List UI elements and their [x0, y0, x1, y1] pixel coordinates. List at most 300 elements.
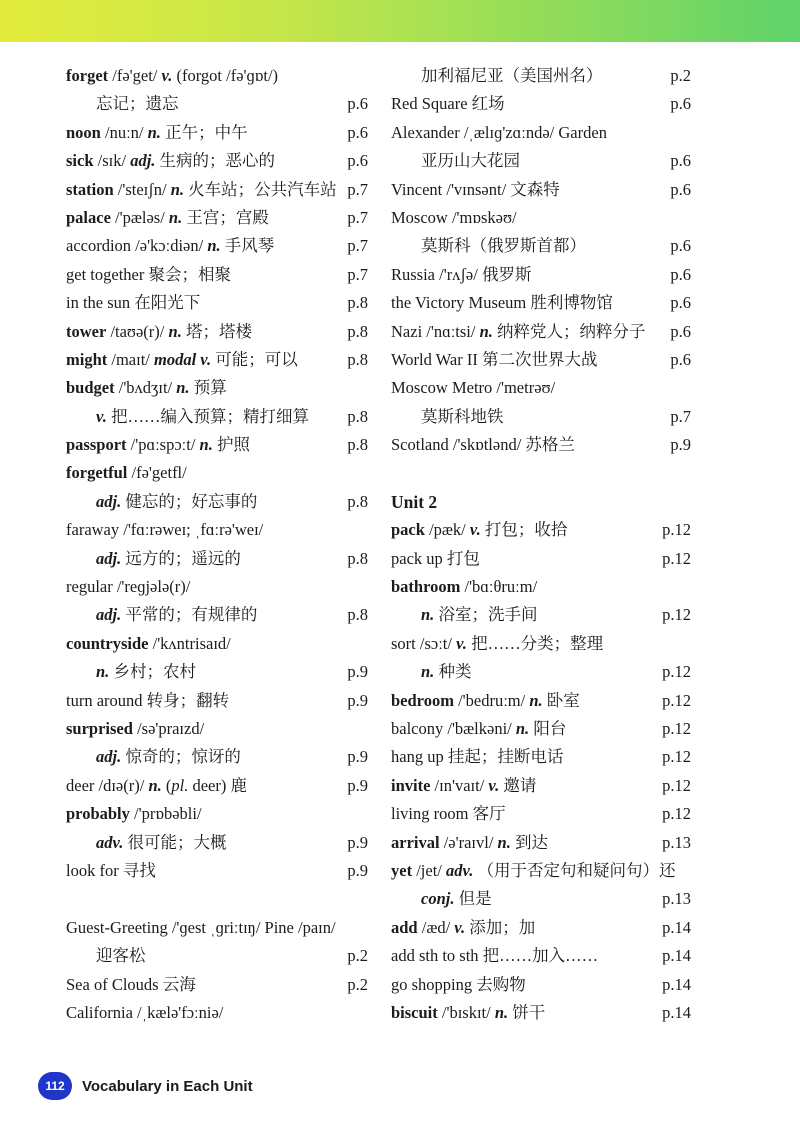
entry-text [391, 829, 548, 857]
vocab-entry [66, 176, 368, 204]
entry-text [66, 687, 229, 715]
vocab-entry [66, 204, 368, 232]
vocab-entry [391, 119, 691, 147]
vocab-entry [66, 119, 368, 147]
part-of-speech: n. [515, 718, 530, 738]
part-of-speech: v. [488, 775, 500, 795]
entry-segment: go shopping 去购物 [391, 974, 526, 994]
entry-text [391, 857, 675, 885]
entry-text [391, 516, 567, 544]
part-of-speech: n. [207, 236, 221, 256]
entry-segment: living room 客厅 [391, 804, 506, 824]
entry-segment: /'bedruːm/ [453, 690, 530, 710]
page-reference: p.8 [347, 491, 368, 511]
entry-text [391, 147, 520, 175]
entry-segment: /'bɑːθruːm/ [460, 577, 538, 597]
unit-heading [391, 488, 691, 516]
vocab-entry [391, 857, 691, 885]
entry-text [66, 573, 190, 601]
vocab-entry [66, 516, 368, 544]
entry-text [391, 119, 607, 147]
entry-segment: balcony /'bælkəni/ [391, 718, 516, 738]
headword: yet [391, 860, 413, 880]
vocab-entry [66, 431, 368, 459]
headword: probably [66, 804, 130, 824]
vocab-entry [66, 772, 368, 800]
page-reference: p.7 [347, 179, 368, 199]
page-reference: p.8 [347, 435, 368, 455]
entry-text [66, 942, 146, 970]
part-of-speech: n. [170, 179, 185, 199]
entry-segment: 浴室；洗手间 [434, 605, 538, 625]
vocab-entry [391, 829, 691, 857]
headword: forget [66, 66, 109, 85]
vocab-entry [66, 318, 368, 346]
entry-segment: the Victory Museum 胜利博物馆 [391, 293, 613, 313]
entry-text [391, 176, 560, 204]
vocab-entry [66, 374, 368, 402]
entry-segment: 卧室 [542, 690, 580, 710]
entry-segment: 忘记；遗忘 [96, 94, 179, 114]
part-of-speech: modal v. [154, 349, 212, 369]
page-number-badge: 112 [38, 1072, 72, 1100]
entry-segment: 护照 [212, 435, 250, 455]
part-of-speech: adv. [96, 832, 124, 852]
headword: budget [66, 378, 115, 398]
entry-segment: pack up 打包 [391, 548, 480, 568]
entry-text [391, 971, 526, 999]
vocab-entry [66, 999, 368, 1027]
entry-text [391, 90, 505, 118]
page-reference: p.8 [347, 349, 368, 369]
entry-segment: Vincent /'vɪnsənt/ 文森特 [391, 179, 560, 199]
entry-text [66, 176, 337, 204]
entry-segment: Scotland /'skɒtlənd/ 苏格兰 [391, 435, 575, 455]
entry-text [66, 971, 196, 999]
vocab-entry [391, 687, 691, 715]
vocab-entry [66, 289, 368, 317]
page-reference: p.8 [347, 321, 368, 341]
entry-segment: in the sun 在阳光下 [66, 293, 201, 313]
entry-segment: 把……编入预算；精打细算 [106, 406, 309, 426]
page-reference: p.12 [662, 662, 691, 682]
vocab-entry [391, 176, 691, 204]
vocab-entry [66, 573, 368, 601]
part-of-speech: n. [494, 1002, 509, 1022]
vocab-entry [391, 431, 691, 459]
vocab-entry [66, 545, 368, 573]
vocab-entry [391, 204, 691, 232]
entry-segment: Moscow Metro /'metrəʊ/ [391, 378, 556, 398]
entry-text [391, 318, 646, 346]
part-of-speech: n. [168, 207, 183, 227]
vocab-entry [66, 346, 368, 374]
entry-text [391, 545, 480, 573]
vocab-entry [66, 62, 368, 90]
entry-text [66, 800, 202, 828]
entry-segment: 饼干 [508, 1002, 546, 1022]
vocab-entry [66, 687, 368, 715]
entry-segment: ( [161, 775, 172, 795]
entry-text [391, 261, 531, 289]
entry-segment: 健忘的；好忘事的 [121, 491, 258, 511]
vocab-entry [391, 885, 691, 913]
entry-segment: add sth to sth 把……加入…… [391, 946, 599, 966]
page-reference: p.9 [347, 832, 368, 852]
part-of-speech: v. [161, 66, 173, 85]
entry-segment: 王宫；宫殿 [182, 207, 269, 227]
vocab-entry [391, 743, 691, 771]
entry-text [391, 743, 563, 771]
page-reference: p.6 [670, 236, 691, 256]
headword: tower [66, 321, 107, 341]
headword: sick [66, 151, 94, 171]
page-reference: p.7 [347, 207, 368, 227]
part-of-speech: conj. [421, 889, 455, 909]
vocab-entry [391, 374, 691, 402]
page-reference: p.12 [662, 718, 691, 738]
headword: surprised [66, 718, 133, 738]
vocab-entry [66, 147, 368, 175]
part-of-speech: n. [176, 378, 190, 398]
part-of-speech: adj. [96, 548, 122, 568]
entry-text [391, 772, 536, 800]
vocab-entry [391, 573, 691, 601]
page-reference: p.14 [662, 946, 691, 966]
entry-segment: 塔；塔楼 [181, 321, 252, 341]
vocab-entry [66, 971, 368, 999]
page-reference: p.13 [662, 832, 691, 852]
headword: might [66, 349, 108, 369]
vocab-entry [66, 403, 368, 431]
entry-segment: /'bɪskɪt/ [437, 1002, 495, 1022]
page-reference: p.14 [662, 1002, 691, 1022]
entry-text [391, 800, 506, 828]
page-reference: p.7 [670, 406, 691, 426]
entry-segment: /sɪk/ [93, 151, 131, 171]
entry-text [66, 204, 269, 232]
vocab-entry [391, 971, 691, 999]
part-of-speech: n. [148, 775, 162, 795]
entry-segment: /'kʌntrisaɪd/ [148, 633, 231, 653]
entry-segment: /nuːn/ [100, 122, 148, 142]
entry-segment: deer) 鹿 [188, 775, 247, 795]
vocab-entry [391, 289, 691, 317]
entry-segment: (forgot /fə'ɡɒt/) [172, 66, 279, 85]
page-reference: p.8 [347, 406, 368, 426]
headword: invite [391, 775, 431, 795]
page-reference: p.9 [347, 860, 368, 880]
entry-segment: /'prɒbəbli/ [129, 804, 202, 824]
page-reference: p.8 [347, 293, 368, 313]
entry-text [391, 687, 580, 715]
entry-text [66, 857, 156, 885]
part-of-speech: n. [497, 832, 511, 852]
entry-segment: World War II 第二次世界大战 [391, 349, 598, 369]
part-of-speech: v. [454, 917, 466, 937]
entry-text [391, 914, 535, 942]
entry-segment: 邀请 [499, 775, 537, 795]
page-reference: p.9 [347, 690, 368, 710]
entry-text [66, 516, 263, 544]
entry-text [66, 715, 204, 743]
entry-segment: /ɪn'vaɪt/ [430, 775, 489, 795]
headword: biscuit [391, 1002, 438, 1022]
entry-text [66, 318, 252, 346]
entry-segment: 乡村；农村 [109, 662, 196, 682]
entry-text [66, 289, 200, 317]
entry-segment: get together 聚会；相聚 [66, 264, 231, 284]
entry-segment: Sea of Clouds 云海 [66, 974, 196, 994]
headword: pack [391, 520, 425, 540]
page-reference: p.12 [662, 605, 691, 625]
headword: bathroom [391, 577, 461, 597]
page-reference: p.9 [347, 662, 368, 682]
vocab-entry [391, 90, 691, 118]
headword: bedroom [391, 690, 454, 710]
entry-text [66, 147, 275, 175]
entry-segment: 莫斯科（俄罗斯首都） [421, 236, 586, 256]
vocab-entry [391, 999, 691, 1027]
page-reference: p.2 [670, 66, 691, 85]
entry-segment: 莫斯科地铁 [421, 406, 504, 426]
entry-segment: Red Square 红场 [391, 94, 505, 114]
entry-segment: /'pæləs/ [110, 207, 169, 227]
entry-segment: Moscow /'mɒskəʊ/ [391, 207, 517, 227]
vocab-entry [66, 857, 368, 885]
entry-text [391, 62, 603, 90]
vocab-entry [391, 715, 691, 743]
entry-text [391, 431, 575, 459]
vocab-entry [391, 516, 691, 544]
entry-text [391, 942, 598, 970]
part-of-speech: n. [199, 435, 213, 455]
right-column [391, 62, 691, 1027]
entry-text [391, 232, 586, 260]
entry-segment: accordion /ə'kɔːdiən/ [66, 236, 208, 256]
entry-segment: /pæk/ [424, 520, 470, 540]
part-of-speech: v. [96, 406, 107, 426]
entry-text [391, 715, 566, 743]
part-of-speech: n. [421, 605, 435, 625]
page-reference: p.12 [662, 548, 691, 568]
page-reference: p.6 [670, 264, 691, 284]
vocab-entry [391, 630, 691, 658]
entry-text [66, 488, 257, 516]
entry-segment: /maɪt/ [107, 349, 154, 369]
page-reference: p.6 [670, 94, 691, 114]
vocab-entry [391, 261, 691, 289]
vocab-entry [391, 147, 691, 175]
entry-segment: /fə'get/ [108, 66, 162, 85]
vocab-entry [391, 658, 691, 686]
entry-segment: 手风琴 [220, 236, 275, 256]
entry-segment: Alexander /ˌælɪɡ'zɑːndə/ Garden [391, 122, 607, 142]
vocab-entry [391, 800, 691, 828]
vocab-entry [391, 346, 691, 374]
part-of-speech: v. [469, 520, 481, 540]
entry-text [66, 90, 179, 118]
entry-text [391, 204, 517, 232]
entry-segment: 迎客松 [96, 946, 146, 966]
entry-segment: 纳粹党人；纳粹分子 [492, 321, 646, 341]
page-reference: p.8 [347, 548, 368, 568]
entry-text [66, 658, 196, 686]
spacer [391, 459, 691, 487]
part-of-speech: adj. [96, 491, 122, 511]
vocab-entry [66, 488, 368, 516]
entry-segment: sort /sɔːt/ [391, 633, 457, 653]
page-reference: p.6 [347, 151, 368, 171]
entry-segment: Guest-Greeting /'ɡest ˌɡriːtɪŋ/ Pine /paɪn/ [66, 917, 336, 937]
entry-segment: /fə'getfl/ [127, 463, 187, 483]
entry-text [66, 374, 227, 402]
entry-text [66, 772, 247, 800]
page-reference: p.2 [347, 974, 368, 994]
entry-segment: 可能；可以 [211, 349, 298, 369]
headword: palace [66, 207, 111, 227]
entry-segment: /jet/ [412, 860, 446, 880]
entry-text [66, 914, 336, 942]
vocab-entry [391, 772, 691, 800]
entry-segment: 种类 [434, 662, 472, 682]
part-of-speech: adj. [96, 747, 122, 767]
entry-text [66, 630, 231, 658]
page-footer [38, 1072, 253, 1100]
page-reference: p.8 [347, 605, 368, 625]
vocab-entry [391, 62, 691, 90]
entry-segment: regular /'reɡjələ(r)/ [66, 577, 191, 597]
headword: add [391, 917, 418, 937]
entry-text [66, 545, 241, 573]
entry-text [66, 232, 274, 260]
entry-text [66, 431, 250, 459]
headword: noon [66, 122, 101, 142]
entry-segment: deer /dɪə(r)/ [66, 775, 149, 795]
entry-text [391, 573, 537, 601]
page-reference: p.12 [662, 775, 691, 795]
entry-text [66, 829, 226, 857]
headword: countryside [66, 633, 149, 653]
entry-segment: look for 寻找 [66, 860, 156, 880]
vocab-entry [66, 942, 368, 970]
entry-text [391, 999, 545, 1027]
entry-segment: turn around 转身；翻转 [66, 690, 230, 710]
entry-segment: /ə'raɪvl/ [439, 832, 498, 852]
entry-segment: Nazi /'nɑːtsi/ [391, 321, 480, 341]
part-of-speech: n. [96, 662, 110, 682]
page-reference: p.6 [670, 293, 691, 313]
part-of-speech: n. [479, 321, 493, 341]
spacer [66, 885, 368, 913]
entry-segment: 亚历山大花园 [421, 151, 520, 171]
vocab-entry [66, 232, 368, 260]
entry-text [391, 630, 603, 658]
entry-segment: 很可能；大概 [123, 832, 227, 852]
page-reference: p.13 [662, 889, 691, 909]
entry-text [66, 999, 223, 1027]
entry-segment: 添加；加 [465, 917, 536, 937]
entry-segment: 预算 [189, 378, 227, 398]
part-of-speech: v. [456, 633, 467, 653]
entry-text [66, 346, 298, 374]
vocab-entry [66, 658, 368, 686]
vocab-entry [391, 601, 691, 629]
entry-segment: pl. [171, 775, 189, 795]
entry-text [66, 459, 187, 487]
entry-segment: 加利福尼亚（美国州名） [421, 66, 603, 85]
entry-segment: 但是 [454, 889, 492, 909]
entry-segment: （用于否定句和疑问句）还 [473, 860, 676, 880]
headword: Unit 2 [391, 491, 438, 512]
part-of-speech: adj. [130, 151, 156, 171]
vocab-entry [66, 90, 368, 118]
entry-segment: 阳台 [529, 718, 567, 738]
entry-text [391, 403, 504, 431]
page-reference: p.12 [662, 747, 691, 767]
part-of-speech: n. [421, 662, 435, 682]
entry-segment: Russia /'rʌʃə/ 俄罗斯 [391, 264, 532, 284]
vocab-entry [391, 942, 691, 970]
page-reference: p.14 [662, 974, 691, 994]
page-reference: p.6 [670, 349, 691, 369]
left-column [66, 62, 368, 1027]
part-of-speech: adj. [96, 605, 122, 625]
vocab-entry [66, 601, 368, 629]
part-of-speech: n. [147, 122, 161, 142]
entry-text [66, 601, 257, 629]
entry-segment: 把……分类；整理 [466, 633, 604, 653]
entry-segment: 远方的；遥远的 [121, 548, 241, 568]
page-reference: p.12 [662, 690, 691, 710]
page-reference: p.6 [347, 94, 368, 114]
page-reference: p.12 [662, 804, 691, 824]
vocab-entry [66, 800, 368, 828]
entry-text [66, 261, 231, 289]
vocab-entry [66, 715, 368, 743]
vocab-entry [66, 261, 368, 289]
page-reference: p.7 [347, 236, 368, 256]
entry-text [66, 743, 241, 771]
entry-segment: hang up 挂起；挂断电话 [391, 747, 564, 767]
vocab-entry [66, 630, 368, 658]
entry-text [66, 119, 248, 147]
part-of-speech: n. [168, 321, 182, 341]
entry-segment: 到达 [510, 832, 548, 852]
entry-segment: 火车站；公共汽车站 [184, 179, 337, 199]
entry-segment: 惊奇的；惊讶的 [121, 747, 241, 767]
entry-segment: faraway /'fɑːrəweɪ; ˌfɑːrə'weɪ/ [66, 520, 264, 540]
entry-text [391, 289, 613, 317]
page-reference: p.9 [347, 775, 368, 795]
entry-text [391, 346, 597, 374]
entry-segment: California /ˌkælə'fɔːniə/ [66, 1002, 224, 1022]
page-reference: p.2 [347, 946, 368, 966]
vocab-entry [391, 318, 691, 346]
headword: forgetful [66, 463, 128, 483]
vocab-entry [66, 459, 368, 487]
headword: arrival [391, 832, 440, 852]
vocab-entry [66, 914, 368, 942]
page-reference: p.14 [662, 917, 691, 937]
entry-segment: /'pɑːspɔːt/ [126, 435, 200, 455]
vocab-entry [391, 914, 691, 942]
entry-text [66, 62, 278, 90]
entry-segment: 生病的；恶心的 [155, 151, 276, 171]
page-reference: p.6 [670, 179, 691, 199]
footer-title: Vocabulary in Each Unit [82, 1077, 253, 1095]
headword: passport [66, 435, 127, 455]
